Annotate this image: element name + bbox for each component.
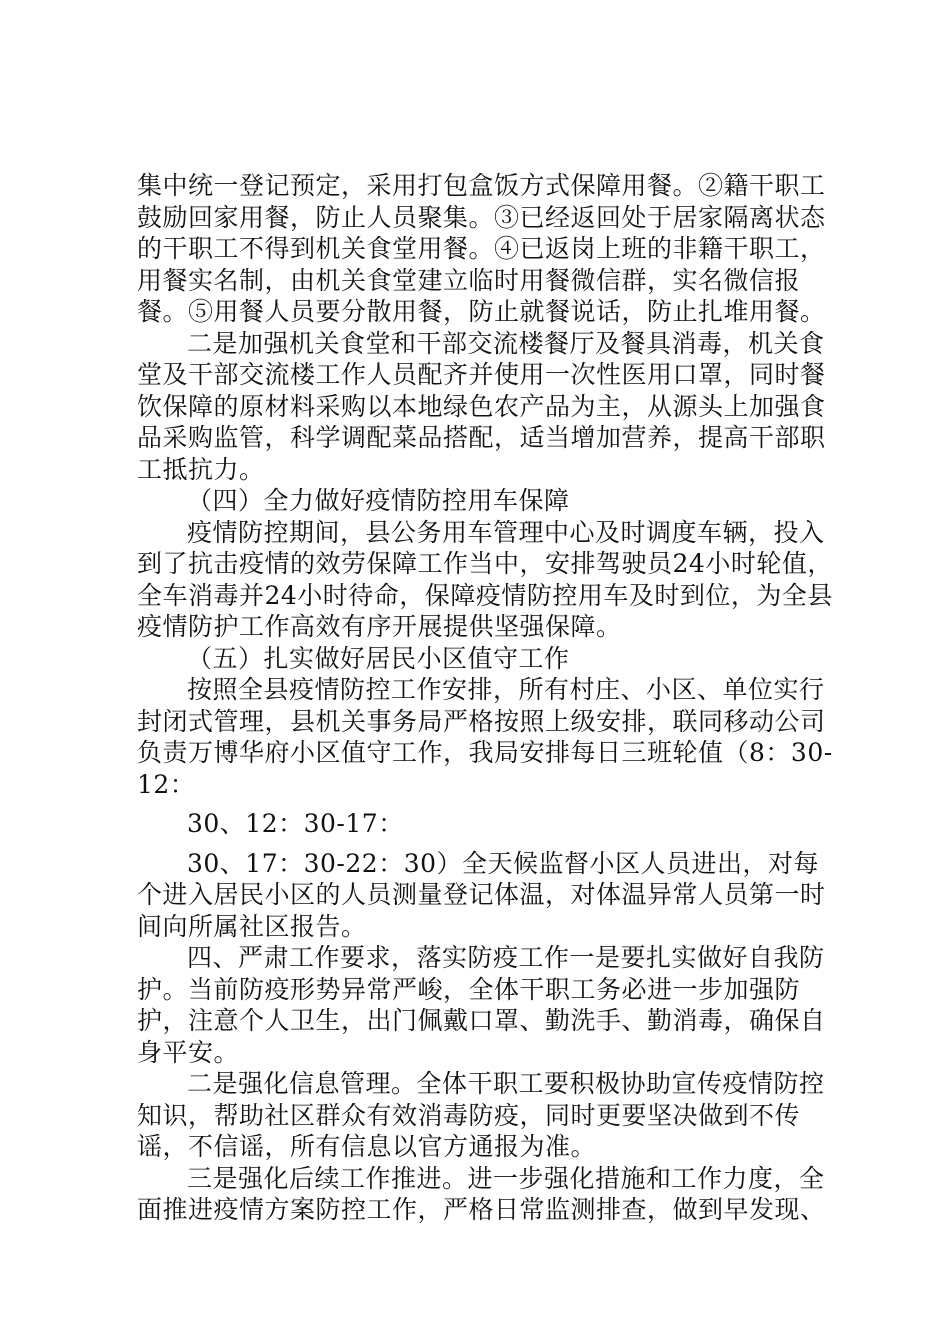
document-body [137,170,837,1226]
paragraph-community-management: 按照全县疫情防控工作安排，所有村庄、小区、单位实行封闭式管理，县机关事务局严格按照上级安排，联同移动公司负责万博华府小区值守工作，我局安排每日三班轮值（8：30-12： [137,675,833,799]
paragraph-vehicle-dispatch: 疫情防控期间，县公务用车管理中心及时调度车辆，投入到了抗击疫情的效劳保障工作当中，安排驾驶员24小时轮值，全车消毒并24小时待命，保障疫情防控用车及时到位，为全县疫情防护工作高效有序开展提供坚强保障。 [137,517,833,641]
paragraph-temperature-monitoring: 30、17：30-22：30）全天候监督小区人员进出，对每个进入居民小区的人员测量登记体温，对体温异常人员第一时间向所属社区报告。 [137,848,826,941]
section-heading-vehicle-support: （四）全力做好疫情防控用车保障 [187,486,570,515]
paragraph-self-protection: 四、严肃工作要求，落实防疫工作一是要扎实做好自我防护。当前防疫形势异常严峻，全体干职工务必进一步加强防护，注意个人卫生，出门佩戴口罩、勤洗手、勤消毒，确保自身平安。 [137,943,826,1067]
paragraph-information-management: 二是强化信息管理。全体干职工要积极协助宣传疫情防控知识，帮助社区群众有效消毒防疫，同时更要坚决做到不传谣，不信谣，所有信息以官方通报为准。 [137,1069,825,1161]
paragraph-canteen-disinfection: 二是加强机关食堂和干部交流楼餐厅及餐具消毒，机关食堂及干部交流楼工作人员配齐并使用一次性医用口罩，同时餐饮保障的原材料采购以本地绿色农产品为主，从源头上加强食品采购监管，科学调配菜品搭配，适当增加营养，提高干部职工抵抗力。 [137,328,826,484]
paragraph-shift-time-fragment: 30、12：30-17： [187,809,404,838]
paragraph-follow-up-work: 三是强化后续工作推进。进一步强化措施和工作力度，全面推进疫情方案防控工作，严格日常监测排查，做到早发现、 [137,1163,826,1224]
section-heading-community-watch: （五）扎实做好居民小区值守工作 [187,643,570,673]
paragraph-meal-arrangements: 集中统一登记预定，采用打包盒饭方式保障用餐。②籍干职工鼓励回家用餐，防止人员聚集。③已经返回处于居家隔离状态的干职工不得到机关食堂用餐。④已返岗上班的非籍干职工，用餐实名制，由机关食堂建立临时用餐微信群，实名微信报餐。⑤用餐人员要分散用餐，防止就餐说话，防止扎堆用餐。 [137,171,826,326]
